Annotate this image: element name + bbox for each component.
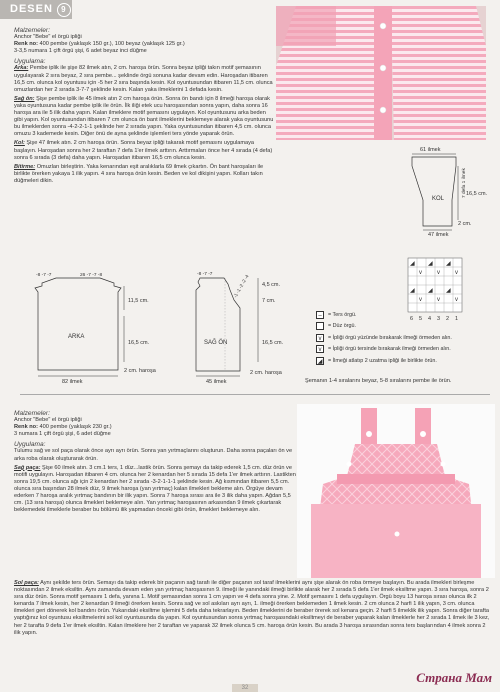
sag-d2: 7 cm. (262, 298, 276, 304)
kol-bottom: 47 ilmek (428, 232, 449, 238)
arka-top-dims-right: 26 -7 -7 -8 (80, 273, 103, 278)
bitirme-text: Omuzları birleştirin. Yaka kenarından eşit aralıklarla 69 ilmek çıkartın. Ön bant haroşaları ile birlikte örerken yakaya 1 ilik yapın. 4 sıra haroşa örün kesin. Beden ve kol dikişini yapın. Kolları takın düğmeleri dikin. (14, 163, 264, 184)
chart-note: Şemanın 1-4 sıralarını beyaz, 5-8 sıralarını pembe ile örün. (305, 378, 452, 384)
materials-line-2 (14, 424, 296, 431)
sag-top-dims: -8 -7 -7 (197, 272, 213, 277)
arka-schematic (35, 272, 157, 385)
purl-symbol: – (316, 311, 324, 319)
sag-on-schematic (196, 271, 284, 385)
knit-symbol (316, 322, 324, 330)
section-label: DESEN (10, 3, 53, 15)
svg-text:◢: ◢ (410, 261, 415, 267)
kol-side-label: 7 defa 1 ilmek (462, 168, 467, 198)
svg-text:◢: ◢ (410, 288, 415, 294)
section-number: 9 (57, 3, 71, 17)
sol-paca-label: Sol paça: (14, 580, 39, 586)
chart-col-3: 3 (437, 316, 441, 322)
intro-text: Tulumu sağ ve sol paça olarak önce ayrı ayrı örün. Sonra yan yırtmaçlarını oluşturun. Daha sonra paçaları ön ve arka roba olarak oluşturarak örün. (14, 448, 293, 462)
sag-paca-text: Şişe 60 ilmek atın. 3 cm.1 ters, 1 düz...lastik örün. Sonra şemayı da takip ederek 1,5 cm. düz örün ve motifi uygulayın. Haroşadan itibaren 4 cm. olunca her 2 kenardan her 5 sırada 15 defa 1'er ilmek arttırın. Lastikten sonra 19,5 cm. olunca ağı için 2 kenardan her 2 sırada -3-2-1-1-1 şeklinde kesin. Ağ kısmından itibaren 5,5 cm. olunca sıra başından 28 ilmek düz, 9 ilmek haroşa (yan yırtmaç) kalan ilmekleri bekleme alın. Örgüye devam ederken 7 haroşa aralık yırtmaç bandının bir ilik yapın. Sonra 7 haroşa sırası ara ile 3 ilik daha yapın. Ağdan 5,5 cm. (13 sıra haroşa) olunca ilmekleri beklemeye alın. Yan yırtmaç haroşasının arkasından 9 ilmek çıkartarak beklemedeki ilmeklerle beraber bu bölümü ilik yapmadan önceki gibi örün, ilmekleri beklemeye alın. (14, 464, 296, 514)
sag-on-text: Şişe pembe iplik ile 45 ilmek atın 2 cm haroşa örün. Sonra ön bandı için 8 ilmeği haroşa olarak yaka oyuntusuna kadar pembe iplik ile örün. İlk iliği etek ucu haroşasından sonra yapın, daha sonra 16 haroşa ara ile 5 ilik daha yapın. Kalan ilmeklere motif şemasını uygulayın. Kol oyuntusunu arka beden gibi yapın. Kol oyuntusundan itibaren 7 cm olunca ön bant ilmeklerini beklemeye alarak yaka oyuntusunu bu ilmeklerden sonra -4-2-2-1-1 şeklinde her 2 sırada yapın. Yaka oyuntusundan itibaren 4,5 cm. olunca omuzu 3 kademede kesin. Diğer önü de ayna şeklinde işlemleri ters yönde yaparak örün. (14, 95, 274, 138)
page-number: 32 (232, 684, 258, 692)
materials-line-1: Anchor "Bebe" el örgü ipliği (14, 34, 82, 41)
sag-d4: 2 cm. haroşa (250, 370, 282, 376)
arka-label: Arka: (14, 65, 29, 72)
materials-color-text: 400 pembe (yaklaşık 150 gr.), 100 beyaz (yaklaşık 125 gr.) (37, 41, 185, 48)
materials-color-label: Renk no: (14, 424, 38, 431)
chart-col-5: 5 (419, 316, 423, 322)
kol-d2: 2 cm. (458, 221, 472, 227)
arka-bottom: 82 ilmek (62, 379, 83, 385)
svg-text:v: v (455, 297, 458, 303)
materials-color-text: 400 pembe (yaklaşık 230 gr.) (37, 424, 112, 431)
bottom-wide-text-block (14, 580, 490, 639)
sag-paca-label: Sağ paça: (14, 464, 41, 471)
sol-paca-instructions (14, 580, 490, 637)
svg-text:v: v (419, 297, 422, 303)
materials-line-1: Anchor "Bebe" el örgü ipliği (14, 417, 82, 424)
legend-label: = İpliği örgü tersinde bırakarak ilmeği örmeden alın. (328, 346, 451, 353)
slip-back-symbol: v (316, 345, 324, 353)
svg-text:◢: ◢ (446, 261, 451, 267)
svg-text:v: v (419, 270, 422, 276)
arka-top-dims: -8 -7 -7 (36, 273, 52, 278)
sag-on-label: Sağ ön: (14, 95, 35, 102)
legend-item (316, 332, 496, 344)
chart-col-2: 2 (446, 316, 450, 322)
kol-text: Şişe 47 ilmek atın. 2 cm haroşa örün. Sonra beyaz ipliği takarak motif şemasını uygulamaya başlayın. Haroşadan sonra her 2 taraftan 7 defa 1'er ilmek arttırın. Arttırmaları önce her 4 sırada (4 defa) sonra 6 sırada (3 defa) daha yapın. Haroşadan itibaren 16,5 cm olunca kesin. (14, 140, 273, 161)
application-heading: Uygulama: (14, 58, 46, 66)
legend-label: = Ters örgü. (328, 311, 357, 318)
legend-label: = İlmeği atlatıp 2 uzatma ipliği ile birlikte örün. (328, 357, 437, 364)
chart-col-1: 1 (455, 316, 459, 322)
legend-item (316, 321, 496, 333)
legend-item (316, 355, 496, 367)
arka-d1: 11,5 cm. (128, 298, 149, 304)
sag-d3: 16,5 cm. (262, 340, 284, 346)
legend-label: = Düz örgü. (328, 323, 357, 330)
sag-d1: 4,5 cm. (262, 282, 281, 288)
slip-front-symbol: v (316, 334, 324, 342)
svg-text:v: v (437, 297, 440, 303)
section-badge (0, 0, 72, 19)
romper-photo (297, 404, 495, 578)
materials-line-3: 3 numara 1 çift örgü şişi, 6 adet düğme (14, 431, 111, 438)
svg-text:◢: ◢ (428, 261, 433, 267)
arka-instructions (14, 65, 276, 93)
sag-label: SAĞ ÖN (204, 340, 228, 346)
kol-label: KOL (432, 196, 445, 202)
sag-paca-instructions (14, 465, 296, 515)
bottom-text-block (14, 410, 296, 516)
application-heading: Uygulama: (14, 441, 46, 449)
arka-d2: 16,5 cm. (128, 340, 150, 346)
arka-text: Pembe iplik ile şişe 82 ilmek atın, 2 cm. haroşa örün. Sonra beyaz ipliği takın motif şemasının uygulayarak 2 sıra beyaz, 2 sıra pembe... şeklinde örgü sonuna kadar devam edin. Haroşadan itibaren 16,5 cm. olunca kol oyuntusu için -5 her 2 sıra başında kesin. Kol oyuntusundan itibaren 11,5 cm. olunca omuzlardan her 2 sırada 3-7-7 şeklinde kesin. Kalan yaka ilmeklerini 1 defada kesin. (14, 65, 273, 93)
bitirme-label: Bitirme: (14, 163, 36, 170)
svg-text:◢: ◢ (446, 288, 451, 294)
materials-color-label: Renk no: (14, 41, 38, 48)
materials-heading: Malzemeler: (14, 410, 50, 417)
sag-bottom: 45 ilmek (206, 379, 227, 385)
materials-heading: Malzemeler: (14, 27, 50, 34)
legend-label: = İpliği örgü yüzünde bırakarak ilmeği örmeden alın. (328, 334, 452, 341)
svg-text:◢: ◢ (428, 288, 433, 294)
kol-schematic (412, 147, 488, 238)
kol-top-label: 61 ilmek (420, 147, 441, 153)
chart-col-6: 6 (410, 316, 414, 322)
skip-symbol: ◢ (317, 358, 323, 365)
sag-on-instructions (14, 96, 276, 139)
legend-item (316, 309, 496, 321)
cardigan-photo (276, 6, 486, 140)
arka-label: ARKA (68, 334, 85, 340)
sag-yaka-dims: -1 -1 -2 -2 -4 (232, 273, 250, 299)
chart-col-4: 4 (428, 316, 432, 322)
section-divider (20, 394, 490, 395)
materials-line-2 (14, 41, 276, 48)
arka-d3: 2 cm. haroşa (124, 368, 156, 374)
svg-text:v: v (455, 270, 458, 276)
materials-line-3: 3-3,5 numara 1 çift örgü şişi, 6 adet beyaz inci düğme (14, 48, 147, 55)
watermark: Страна Мам (416, 670, 492, 685)
kol-label: Kol: (14, 140, 25, 147)
legend-item (316, 344, 496, 356)
kol-d1: 16,5 cm. (466, 191, 488, 197)
sol-paca-text: Aynı şekilde ters örün. Semayı da takip ederek bir paçanın sağ tarafı ile diğer paçanın sol taraf ilmeklerini aynı şişe alarak ön roba örmeye başlayın. Bu arada ilmekleri birleşme noktasından 2 ilmek eksiltin. Aynı zamanda devam eden yan yırtmaç haroşasının 9. ilmeği ile yanındaki ilmeği birlikte alarak her 2 sırada 5 defa 1'er ilmek eksiltme yapın. 3 sıra haroşa, sonra 2 sıra düz örün. Sonra motif şemasını 1 defa, yanına 1. Motif şemasından sonra 1 cm yapın ve 4 defa sonra yine. 2. Motif şemasını 1 defa uygulayın. Örgü boyu 13 haroşa sırası olunca ilk 2 kenarda 7 ilmek kesin, her 2 kenardan 9 ilmeği örerken kesin. Sonra sağ ve sol askıları ayrı ayrı, 1. ilmeği örerken beklemeden 1 ilmek kesin. 2 cm olunca 2 harfi 1 ilik yapın, 3 cm. olunca ilmekleri geri dönerek kol bandını örün. Yukarıdaki eksiltme işlemini 5 defa daha tekrarlayın. Beden ilmeklerini de beraber örerek sol kenara geçin. 2 harfi 5 ilmeklik ilik yapın. Sonra diğer tarafta yaptığınız kol oyuntusu eksiltmelerini sol kol oyuntusunda da yapın. Kol oyuntusundan sonra yırtmaç haroşasındaki eksiltmeyi de beraber yaparak kalan ilmeklerle her 2 sırada 1 ilmek ile 3 kez, her 2 tarafta 9 defa 1'er ilmek eksiltin. Kalan ilmeklere her 2 taraftan ve yaparak 32 ilmek olunca 5 cm. haroşa örün kesin. Bu arada 3 haroşa sırasından sonra ters başlarından 4 ilmek sonra 2 ilik yapın. (14, 580, 490, 636)
symbol-legend (316, 309, 496, 367)
svg-text:v: v (437, 270, 440, 276)
